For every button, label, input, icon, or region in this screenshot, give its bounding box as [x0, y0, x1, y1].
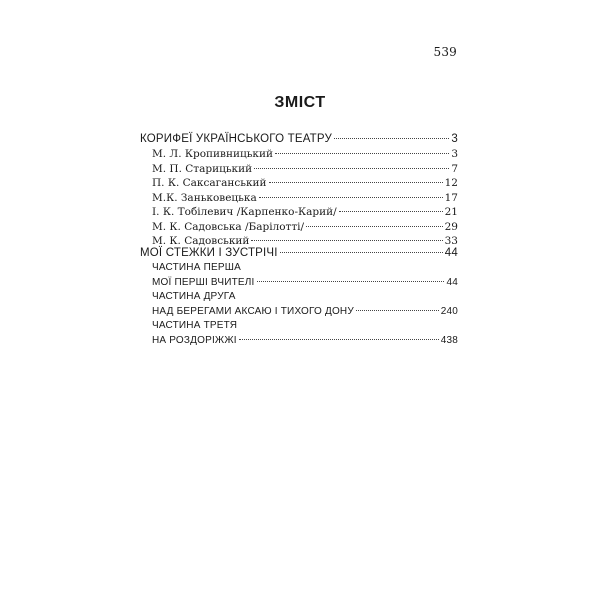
toc-page-number: 29	[444, 220, 458, 233]
toc-heading-label: КОРИФЕЇ УКРАЇНСЬКОГО ТЕАТРУ	[140, 133, 333, 145]
dot-leader	[239, 339, 439, 340]
toc-page-number: 3	[451, 133, 458, 145]
dot-leader	[280, 252, 443, 253]
toc-entry-label: П. К. Саксаганський	[152, 177, 267, 189]
toc-entry-label: М. К. Садовський	[152, 235, 250, 247]
toc-entry-label: М. П. Старицький	[152, 162, 253, 175]
toc-page-number: 7	[451, 162, 458, 175]
toc-entry-label: М. К. Садовська /Барілотті/	[152, 220, 305, 233]
toc-entry-label: М. Л. Кропивницький	[152, 148, 273, 160]
toc-page-number: 21	[444, 206, 458, 218]
toc-entry-label: І. К. Тобілевич /Карпенко-Карий/	[152, 206, 337, 218]
toc-entry	[140, 191, 458, 206]
toc-page-number: 438	[440, 334, 458, 346]
dot-leader	[259, 197, 443, 198]
dot-leader	[334, 138, 449, 139]
toc-entry-label: НА РОЗДОРІЖЖІ	[152, 334, 237, 346]
part-label: ЧАСТИНА ТРЕТЯ	[152, 320, 238, 331]
toc-page-number: 44	[444, 247, 458, 259]
dot-leader	[339, 211, 443, 212]
toc-heading-entry	[140, 246, 458, 261]
toc-page-number: 12	[444, 177, 458, 189]
toc-entry	[140, 162, 458, 177]
dot-leader	[306, 226, 443, 227]
toc-entry	[140, 334, 458, 349]
toc-section-two	[140, 246, 458, 348]
toc-page-number: 240	[440, 305, 458, 317]
toc-entry	[140, 176, 458, 191]
toc-section-one	[140, 132, 458, 249]
page-number: 539	[433, 45, 457, 59]
toc-entry	[140, 147, 458, 162]
dot-leader	[356, 310, 439, 311]
toc-page-number: 33	[444, 235, 458, 247]
toc-page-number: 44	[446, 276, 458, 288]
toc-page-number: 17	[444, 191, 458, 204]
toc-entry-label: НАД БЕРЕГАМИ АКСАЮ І ТИХОГО ДОНУ	[152, 305, 354, 317]
toc-entry-label: М.К. Заньковецька	[152, 191, 257, 204]
dot-leader	[257, 281, 445, 282]
dot-leader	[269, 182, 443, 183]
part-label: ЧАСТИНА ДРУГА	[152, 291, 236, 302]
part-label: ЧАСТИНА ПЕРША	[152, 262, 241, 273]
toc-heading-entry	[140, 132, 458, 147]
toc-entry	[140, 305, 458, 320]
toc-page-number: 3	[451, 148, 458, 160]
toc-entry	[140, 205, 458, 220]
dot-leader	[254, 168, 449, 169]
toc-entry	[140, 276, 458, 291]
dot-leader	[275, 153, 449, 154]
toc-entry	[140, 220, 458, 235]
toc-heading-label: МОЇ СТЕЖКИ І ЗУСТРІЧІ	[140, 247, 278, 259]
page-title: ЗМІСТ	[274, 94, 326, 111]
dot-leader	[251, 240, 442, 241]
toc-entry-label: МОЇ ПЕРШІ ВЧИТЕЛІ	[152, 276, 255, 288]
